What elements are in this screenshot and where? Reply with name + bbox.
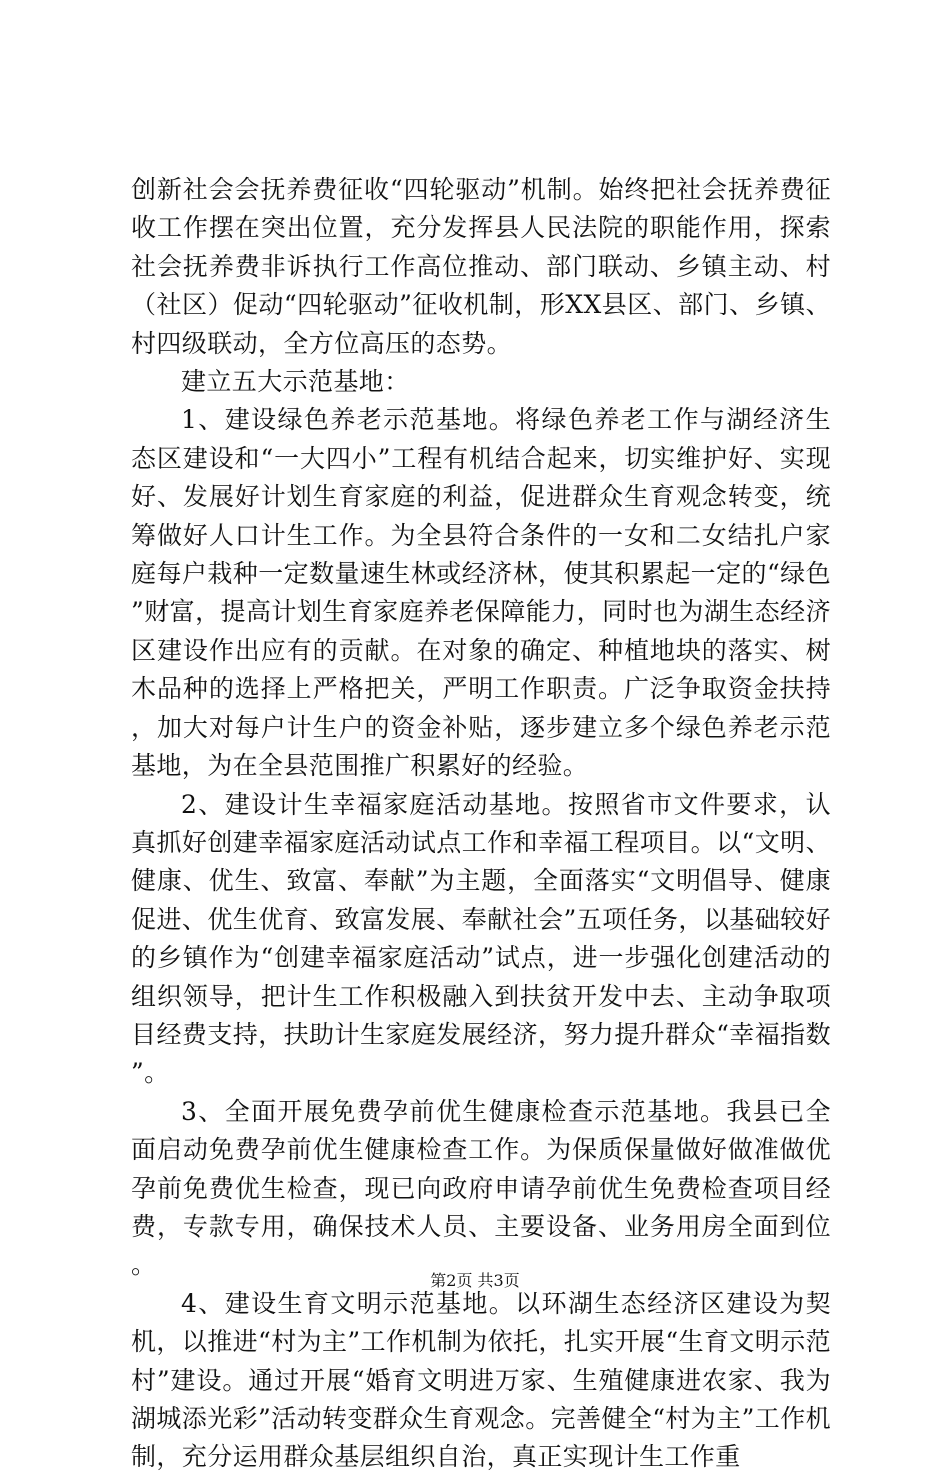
paragraph-heading-demo-bases: 建立五大示范基地： — [181, 367, 410, 397]
paragraph-intro: 创新社会会抚养费征收“四轮驱动”机制。始终把社会抚养费征收工作摆在突出位置，充分发挥县人民法院的职能作用，探索社会抚养费非诉执行工作高位推动、部门联动、乡镇主动、村（社区）促动“四轮驱动”征收机制，形XX县区、部门、乡镇、村四级联动，全方位高压的态势。 — [131, 175, 831, 358]
paragraph-item-2-happy-family: 2、建设计生幸福家庭活动基地。按照省市文件要求，认真抓好创建幸福家庭活动试点工作和幸福工程项目。以“文明、健康、优生、致富、奉献”为主题，全面落实“文明倡导、健康促进、优生优育、致富发展、奉献社会”五项任务，以基础较好的乡镇作为“创建幸福家庭活动”试点，进一步强化创建活动的组织领导，把计生工作积极融入到扶贫开发中去、主动争取项目经费支持，扶助计生家庭发展经济，努力提升群众“幸福指数”。 — [131, 789, 831, 1088]
paragraph-item-3-prenatal-checkup: 3、全面开展免费孕前优生健康检查示范基地。我县已全面启动免费孕前优生健康检查工作。为保质保量做好做准做优孕前免费优生检查，现已向政府申请孕前优生免费检查项目经费，专款专用，确保技术人员、主要设备、业务用房全面到位。 — [131, 1096, 831, 1280]
page-footer — [0, 1271, 950, 1291]
page-number-label: 第2页 共3页 — [430, 1271, 520, 1290]
paragraph-item-4-fertility-civilization: 4、建设生育文明示范基地。以环湖生态经济区建设为契机，以推进“村为主”工作机制为依托，扎实开展“生育文明示范村”建设。通过开展“婚育文明进万家、生殖健康进农家、我为湖城添光彩”活动转变群众生育观念。完善健全“村为主”工作机制，充分运用群众基层组织自治，真正实现计生工作重 — [131, 1288, 831, 1472]
paragraph-item-1-green-elderly-care: 1、建设绿色养老示范基地。将绿色养老工作与湖经济生态区建设和“一大四小”工程有机结合起来，切实维护好、实现好、发展好计划生育家庭的利益，促进群众生育观念转变，统筹做好人口计生工作。为全县符合条件的一女和二女结扎户家庭每户栽种一定数量速生林或经济林，使其积累起一定的“绿色”财富，提高计划生育家庭养老保障能力，同时也为湖生态经济区建设作出应有的贡献。在对象的确定、种植地块的落实、树木品种的选择上严格把关，严明工作职责。广泛争取资金扶持，加大对每户计生户的资金补贴，逐步建立多个绿色养老示范基地，为在全县范围推广积累好的经验。 — [131, 405, 831, 781]
